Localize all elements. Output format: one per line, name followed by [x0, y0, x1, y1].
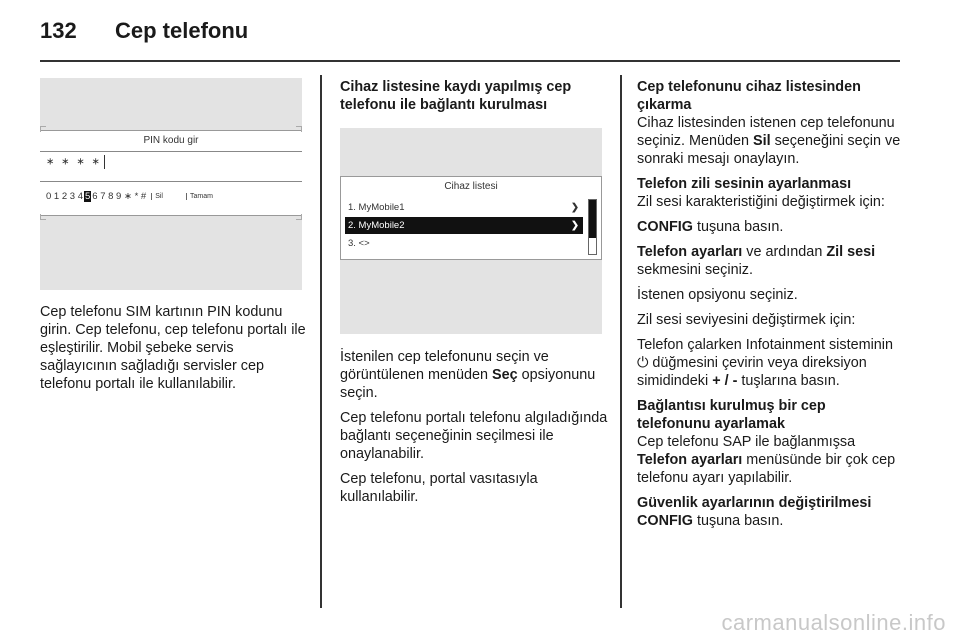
- page-header: [40, 18, 248, 48]
- keypad-keys: 0 1 2 3 4: [46, 191, 83, 202]
- text-run: tuşuna basın.: [692, 513, 784, 529]
- device-list-title: Cihaz listesi: [444, 181, 498, 192]
- column-2-heading: [340, 78, 610, 121]
- pin-entry-screen-image: [40, 78, 302, 290]
- config-step: [637, 218, 902, 236]
- device-list-screen-image: [340, 128, 602, 334]
- column-2-text: [340, 348, 610, 513]
- remove-phone-section: [637, 78, 902, 168]
- text-run: menüsünde bir çok cep telefonu ayarı yapılabilir.: [637, 452, 896, 486]
- select-phone-instructions: [340, 348, 610, 402]
- volume-intro: Zil sesi seviyesini değiştirmek için:: [637, 312, 856, 328]
- portal-confirm-text: Cep telefonu portalı telefonu algıladığında bağlantı seçeneğinin seçilmesi ile onaylanabilir.: [340, 410, 608, 462]
- chevron-right-icon: ❯: [571, 220, 579, 231]
- device-row-3: [345, 235, 583, 252]
- menu-term-sil: Sil: [753, 133, 771, 149]
- frame-corner: [296, 214, 302, 220]
- volume-step: [637, 336, 902, 390]
- page-number: 132: [40, 18, 77, 43]
- device-row-2-selected: [345, 217, 583, 234]
- pin-dialog-title: PIN kodu gir: [143, 135, 199, 146]
- menu-term-phone-settings: Telefon ayarları: [637, 452, 743, 468]
- choose-option-step: İstenen opsiyonu seçiniz.: [637, 287, 798, 303]
- text-run: seçeneğini seçin ve sonraki mesajı onaylayın.: [637, 133, 901, 167]
- column-divider-2: [620, 75, 622, 608]
- text-run: Cep telefonu SAP ile bağlanmışsa: [637, 434, 856, 450]
- text-run: opsiyonunu seçin.: [340, 367, 596, 401]
- pin-entry-value: ∗ ∗ ∗ ∗: [46, 156, 102, 168]
- frame-corner: [296, 126, 302, 132]
- text-run: tuşlarına basın.: [737, 373, 840, 389]
- header-divider: [40, 60, 900, 62]
- text-run: Telefon çalarken Infotainment sisteminin: [637, 337, 893, 353]
- ringtone-menu-step: [637, 243, 902, 279]
- section-heading-sap: Bağlantısı kurulmuş bir cep telefonunu ayarlamak: [637, 398, 826, 432]
- pin-entry-field: [46, 155, 105, 169]
- backspace-button: Sil: [151, 193, 163, 200]
- scrollbar-thumb: [589, 200, 596, 238]
- text-run: sekmesini seçiniz.: [637, 262, 753, 278]
- section-heading-remove: Cep telefonunu cihaz listesinden çıkarma: [637, 79, 861, 113]
- pin-title-divider: [40, 151, 302, 152]
- device-row-label: 2. MyMobile2: [348, 220, 405, 231]
- text-run: Cihaz listesinden istenen cep telefonunu seçiniz. Menüden: [637, 115, 895, 149]
- pin-entry-divider: [40, 181, 302, 182]
- scrollbar: [588, 199, 597, 255]
- keypad-keys-rest: 6 7 8 9 ∗ * #: [92, 191, 147, 202]
- sap-section: [637, 397, 902, 487]
- watermark: carmanualsonline.info: [721, 610, 946, 635]
- column-divider-1: [320, 75, 322, 608]
- keypad-key-selected: 5: [84, 191, 91, 202]
- text-run: İstenilen cep telefonunu seçin ve görüntülenen menüden: [340, 349, 549, 383]
- frame-corner: [40, 214, 46, 220]
- portal-usage-text: Cep telefonu, portal vasıtasıyla kullanılabilir.: [340, 471, 538, 505]
- key-config: CONFIG: [637, 513, 693, 529]
- ok-button: Tamam: [186, 193, 213, 200]
- text-run: ve ardından: [742, 244, 827, 260]
- text-run: tuşuna basın.: [692, 219, 784, 235]
- device-list-dialog: [340, 176, 602, 260]
- section-heading-security: Güvenlik ayarlarının değiştirilmesi: [637, 495, 872, 511]
- security-section: [637, 494, 902, 530]
- pin-entry-dialog: [40, 130, 302, 216]
- text-run: düğmesini çevirin veya direksiyon simidindeki: [637, 355, 867, 389]
- column-1-text: [40, 303, 310, 400]
- device-row-1: [345, 199, 583, 216]
- frame-corner: [40, 126, 46, 132]
- power-knob-icon: ⏻: [637, 355, 649, 371]
- pin-keypad: [46, 191, 214, 202]
- page-title: Cep telefonu: [115, 18, 249, 43]
- ringtone-section: [637, 175, 902, 211]
- device-row-label: 1. MyMobile1: [348, 202, 405, 213]
- text-run: Zil sesi karakteristiğini değiştirmek için:: [637, 194, 885, 210]
- pin-instructions: Cep telefonu SIM kartının PIN kodunu girin. Cep telefonu, cep telefonu portalı ile eşleştirilir. Mobil şebeke servis sağlayıcının sağladığı servisler cep telefonu portalı ile kullanılabilir.: [40, 304, 306, 392]
- column-3-text: [637, 78, 902, 537]
- menu-term-sec: Seç: [492, 367, 518, 383]
- chevron-right-icon: ❯: [571, 202, 579, 213]
- key-plus-minus: + / -: [712, 373, 738, 389]
- menu-term-phone-settings: Telefon ayarları: [637, 244, 743, 260]
- text-cursor: [104, 155, 105, 169]
- device-row-label: 3. <>: [348, 238, 370, 249]
- section-heading-ringtone: Telefon zili sesinin ayarlanması: [637, 176, 852, 192]
- section-heading-connect: Cihaz listesine kaydı yapılmış cep telefonu ile bağlantı kurulması: [340, 79, 572, 113]
- menu-term-ringtone: Zil sesi: [826, 244, 876, 260]
- key-config: CONFIG: [637, 219, 693, 235]
